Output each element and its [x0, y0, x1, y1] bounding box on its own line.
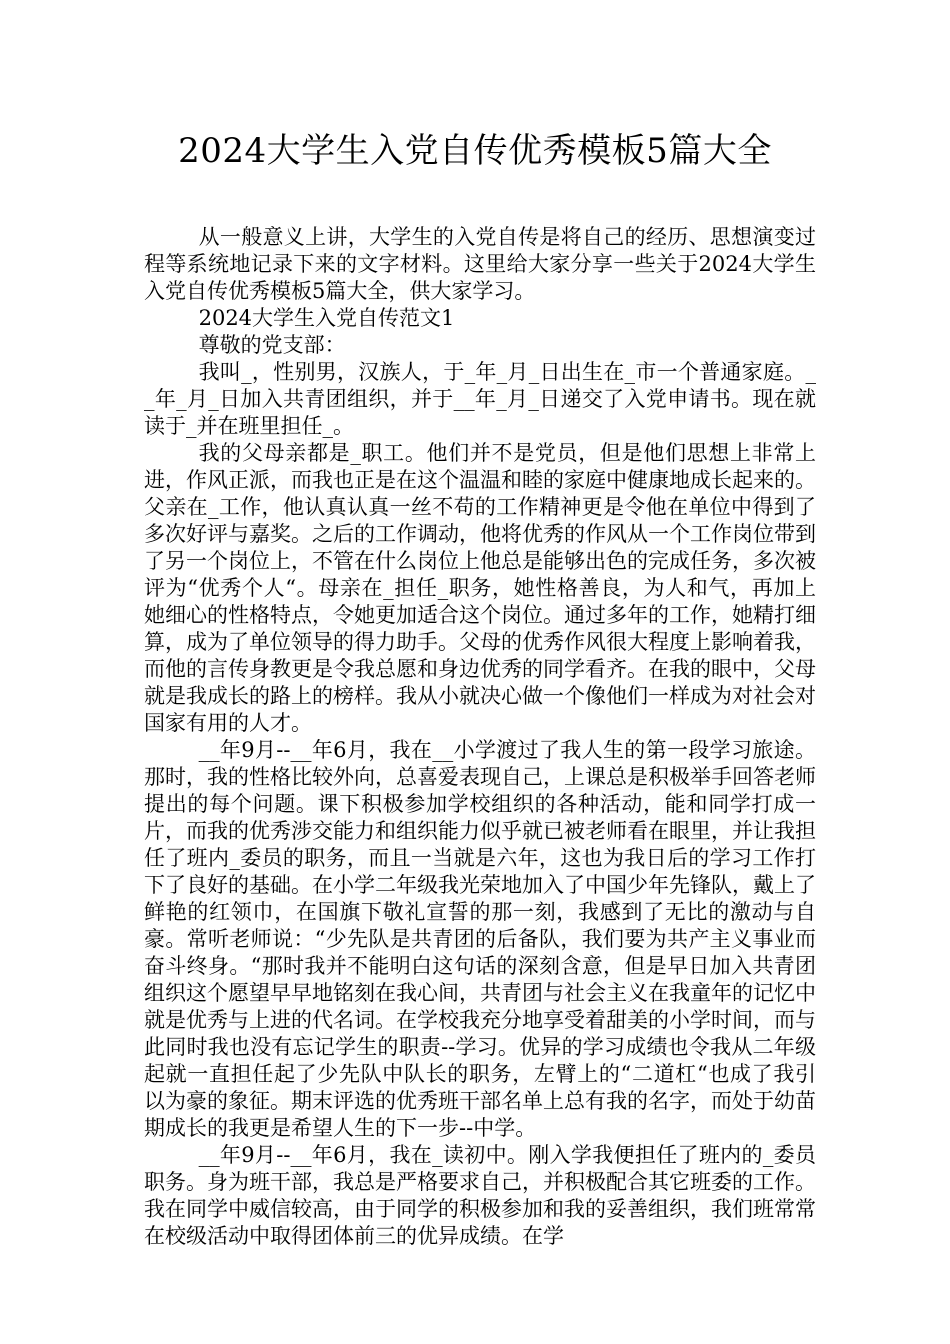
- paragraph-primary-school: __年9月--__年6月，我在__小学渡过了我人生的第一段学习旅途。那时，我的性格比较外向，总喜爱表现自己，上课总是积极举手回答老师提出的每个问题。课下积极参加学校组织的各种活动，能和同学打成一片，而我的优秀涉交能力和组织能力似乎就已被老师看在眼里，并让我担任了班内_委员的职务，而且一当就是六年，这也为我日后的学习工作打下了良好的基础。在小学二年级我光荣地加入了中国少年先锋队，戴上了鲜艳的红领巾，在国旗下敬礼宣誓的那一刻，我感到了无比的激动与自豪。常听老师说：“少先队是共青团的后备队，我们要为共产主义事业而奋斗终身。“那时我并不能明白这句话的深刻含意，但是早日加入共青团组织这个愿望早早地铭刻在我心间，共青团与社会主义在我童年的记忆中就是优秀与上进的代名词。在学校我充分地享受着甜美的小学时间，而与此同时我也没有忘记学生的职责--学习。优异的学习成绩也令我从二年级起就一直担任起了少先队中队长的职务，左臂上的“二道杠“也成了我引以为豪的象征。期末评选的优秀班干部名单上总有我的名字，而处于幼苗期成长的我更是希望人生的下一步--中学。: [144, 738, 816, 1140]
- paragraph-salutation: 尊敬的党支部：: [198, 333, 346, 357]
- paragraph-sample-heading: 2024大学生入党自传范文1: [198, 306, 455, 330]
- paragraph-junior-high: __年9月--__年6月，我在_读初中。刚入学我便担任了班内的_委员职务。身为班干部，我总是严格要求自己，并积极配合其它班委的工作。我在同学中威信较高，由于同学的积极参加和我的妥善组织，我们班常常在校级活动中取得团体前三的优异成绩。在学: [144, 1143, 816, 1248]
- paragraph-intro: 从一般意义上讲，大学生的入党自传是将自己的经历、思想演变过程等系统地记录下来的文字材料。这里给大家分享一些关于2024大学生入党自传优秀模板5篇大全，供大家学习。: [144, 225, 816, 303]
- document-title: 2024大学生入党自传优秀模板5篇大全: [178, 131, 772, 171]
- paragraph-personal-info: 我叫_，性别男，汉族人，于_年_月_日出生在_市一个普通家庭。__年_月_日加入共青团组织，并于__年_月_日递交了入党申请书。现在就读于_并在班里担任_。: [144, 360, 816, 438]
- document-body: [144, 224, 816, 1250]
- paragraph-family: 我的父母亲都是_职工。他们并不是党员，但是他们思想上非常上进，作风正派，而我也正是在这个温温和睦的家庭中健康地成长起来的。父亲在_工作，他认真认真一丝不苟的工作精神更是令他在单位中得到了多次好评与嘉奖。之后的工作调动，他将优秀的作风从一个工作岗位带到了另一个岗位上，不管在什么岗位上他总是能够出色的完成任务，多次被评为“优秀个人“。母亲在_担任_职务，她性格善良，为人和气，再加上她细心的性格特点，令她更加适合这个岗位。通过多年的工作，她精打细算，成为了单位领导的得力助手。父母的优秀作风很大程度上影响着我，而他的言传身教更是令我总愿和身边优秀的同学看齐。在我的眼中，父母就是我成长的路上的榜样。我从小就决心做一个像他们一样成为对社会对国家有用的人才。: [144, 441, 816, 735]
